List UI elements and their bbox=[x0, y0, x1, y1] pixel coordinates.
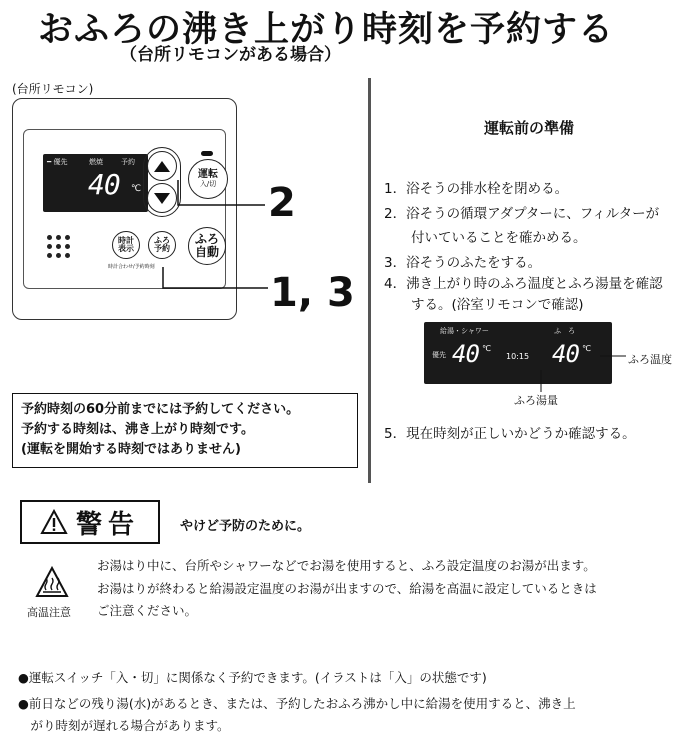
bath-temp-label: ふろ温度 bbox=[628, 353, 672, 366]
bath-lcd-label-bath: ふ ろ bbox=[554, 327, 575, 335]
warning-line-1: お湯はり中に、台所やシャワーなどでお湯を使用すると、ふろ設定温度のお湯が出ます。 bbox=[97, 558, 596, 573]
warning-box bbox=[20, 500, 160, 544]
clock-button-line1: 時計 bbox=[118, 235, 134, 245]
warning-subtitle: やけど予防のために。 bbox=[180, 519, 311, 534]
notice-line-1: 予約時刻の60分前までには予約してください。 bbox=[21, 402, 300, 417]
remote-label: (台所リモコン) bbox=[12, 82, 94, 96]
power-button-label: 運転 bbox=[198, 169, 218, 181]
prep-step-1: 1．浴そうの排水栓を閉める。 bbox=[384, 181, 569, 197]
prep-step-5: 5．現在時刻が正しいかどうか確認する。 bbox=[384, 426, 636, 442]
bath-lcd-time: 10:15 bbox=[506, 352, 530, 361]
high-temperature-icon bbox=[35, 566, 69, 598]
warning-line-2: お湯はりが終わると給湯設定温度のお湯が出ますので、給湯を高温に設定しているときは bbox=[97, 581, 597, 596]
high-temperature-label: 高温注意 bbox=[27, 606, 71, 619]
reserve-button-line2: 予約 bbox=[154, 244, 170, 253]
bullet-note-1: ●運転スイッチ「入・切」に関係なく予約できます。(イラストは「入」の状態です) bbox=[18, 670, 487, 685]
callout-step-2: 2 bbox=[268, 180, 296, 226]
bullet-note-2: ●前日などの残り湯(水)があるとき、または、予約したおふろ沸かし中に給湯を使用すると、沸き上 bbox=[18, 696, 576, 711]
prep-step-4: 4．沸き上がり時のふろ温度とふろ湯量を確認 bbox=[384, 276, 663, 292]
notice-line-3: (運転を開始する時刻ではありません) bbox=[21, 442, 241, 457]
bath-lcd-supply-temp: 40 bbox=[452, 340, 479, 368]
bullet-note-2-cont: がり時刻が遅れる場合があります。 bbox=[18, 718, 230, 733]
bath-lcd-bath-temp: 40 bbox=[552, 340, 579, 368]
lcd-indicator-reserve: 予約 bbox=[121, 158, 135, 166]
bath-volume-label: ふろ湯量 bbox=[514, 394, 558, 407]
lcd-indicator-priority: ━ 優先 bbox=[47, 158, 68, 166]
page-subtitle: （台所リモコンがある場合） bbox=[120, 45, 341, 65]
bath-lcd-label-priority: 優先 bbox=[432, 351, 446, 359]
warning-triangle-icon bbox=[40, 509, 68, 535]
clock-button-line2: 表示 bbox=[118, 244, 134, 253]
prep-step-4-cont: する。(浴室リモコンで確認) bbox=[384, 297, 584, 313]
page-title: おふろの沸き上がり時刻を予約する bbox=[38, 10, 615, 50]
warning-line-3: ご注意ください。 bbox=[97, 603, 198, 618]
notice-line-2: 予約する時刻は、沸き上がり時刻です。 bbox=[21, 422, 254, 437]
lcd-temperature: 40 bbox=[88, 168, 120, 201]
power-button-sublabel: 入/切 bbox=[199, 179, 217, 188]
bath-lcd-bath-unit: ℃ bbox=[582, 344, 591, 353]
prep-step-2-cont: 付いていることを確かめる。 bbox=[384, 230, 587, 246]
clock-button-caption: 時計合わせ/予約時刻 bbox=[108, 264, 155, 270]
lcd-temperature-unit: ℃ bbox=[131, 184, 142, 194]
auto-button-line2: 自動 bbox=[194, 245, 219, 259]
reservation-notice-box bbox=[12, 393, 358, 468]
bath-lcd-label-supply: 給湯・シャワー bbox=[440, 327, 489, 335]
auto-button-line1: ふろ bbox=[194, 232, 219, 247]
bath-lcd-supply-unit: ℃ bbox=[482, 344, 491, 353]
prep-step-3: 3．浴そうのふたをする。 bbox=[384, 255, 542, 271]
prep-step-2: 2．浴そうの循環アダプターに、フィルターが bbox=[384, 206, 660, 222]
warning-title: 警告 bbox=[75, 509, 140, 540]
reserve-button-line1: ふろ bbox=[154, 235, 170, 245]
prep-heading: 運転前の準備 bbox=[484, 119, 575, 137]
lcd-indicator-burn: 燃焼 bbox=[89, 158, 103, 166]
callout-steps-1-3: 1, 3 bbox=[270, 270, 355, 316]
